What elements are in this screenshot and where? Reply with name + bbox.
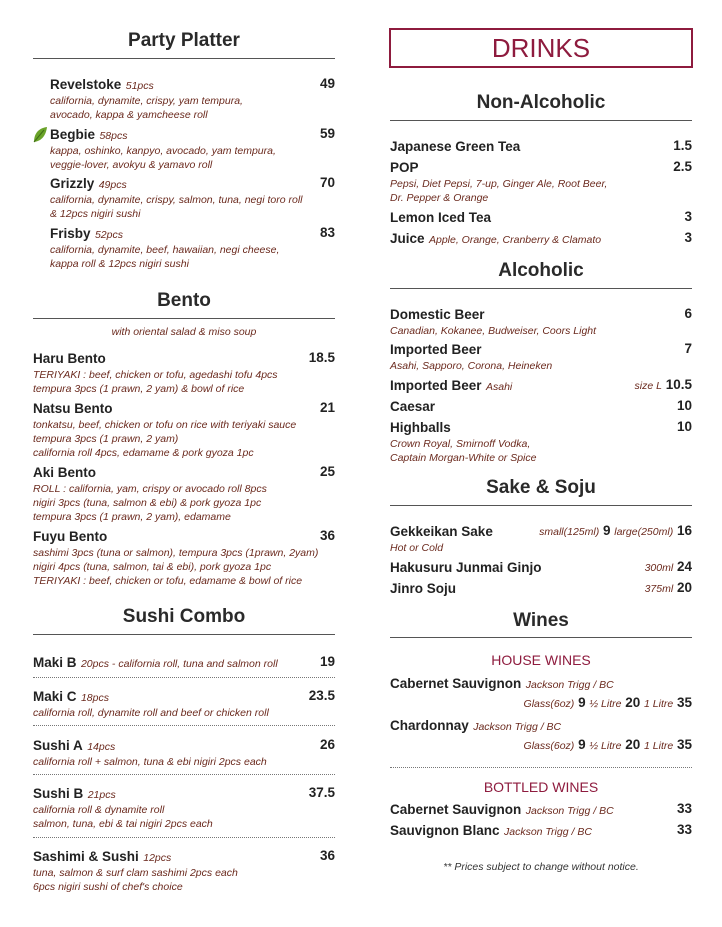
menu-item-grizzly: Grizzly 49pcs 70 california, dynamite, crispy, salmon, tuna, negi toro roll & 12pcs nigiri sushi bbox=[50, 175, 335, 220]
alcoholic-title: Alcoholic bbox=[498, 260, 584, 281]
item-price: 21 bbox=[319, 400, 335, 415]
item-desc: kappa, oshinko, kanpyo, avocado, yam tempura, veggie-lover, avokyu & yamavo roll bbox=[50, 145, 276, 171]
item-price: 19 bbox=[319, 654, 335, 669]
item-price: 10 bbox=[676, 398, 692, 413]
item-price: 6 bbox=[684, 306, 692, 321]
sake-soju-title: Sake & Soju bbox=[486, 477, 596, 498]
item-price: 59 bbox=[319, 126, 335, 141]
item-price: 3 bbox=[684, 230, 692, 245]
item-desc: california, dynamite, beef, hawaiian, negi cheese, kappa roll & 12pcs nigiri sushi bbox=[50, 244, 280, 270]
menu-item-imported-beer-asahi: Imported Beer Asahi size L 10.5 bbox=[390, 377, 692, 393]
sushi-combo-title: Sushi Combo bbox=[122, 606, 246, 627]
item-price: 1.5 bbox=[673, 138, 692, 153]
item-price: 70 bbox=[319, 175, 335, 190]
item-price: 36 bbox=[319, 528, 335, 543]
menu-item-sushi-b: Sushi B 21pcs 37.5 california roll & dynamite roll salmon, tuna, ebi & tai nigiri 2pcs each bbox=[33, 785, 335, 830]
non-alcoholic-title: Non-Alcoholic bbox=[476, 92, 606, 113]
item-desc: california roll, dynamite roll and beef or chicken roll bbox=[33, 707, 269, 719]
item-price: 7 bbox=[684, 341, 692, 356]
item-price: Glass(6oz) 9 ½ Litre 20 1 Litre 35 bbox=[523, 737, 692, 752]
menu-item-bottled-cabernet: Cabernet Sauvignon Jackson Trigg / BC 33 bbox=[390, 801, 692, 817]
item-desc: tuna, salmon & surf clam sashimi 2pcs each 6pcs nigiri sushi of chef's choice bbox=[33, 867, 238, 893]
dotted-divider bbox=[33, 725, 335, 726]
dotted-divider bbox=[33, 837, 335, 838]
menu-item-haru-bento: Haru Bento 18.5 TERIYAKI : beef, chicken or tofu, agedashi tofu 4pcs tempura 3pcs (1 prawn, 2 yam) & bowl of rice bbox=[33, 350, 335, 395]
bento-note: with oriental salad & miso soup bbox=[111, 326, 257, 338]
item-price: 33 bbox=[676, 822, 692, 837]
party-platter-title: Party Platter bbox=[128, 30, 240, 51]
divider bbox=[33, 318, 335, 319]
price-disclaimer: ** Prices subject to change without notice. bbox=[443, 861, 639, 873]
menu-item-pop: POP 2.5 Pepsi, Diet Pepsi, 7-up, Ginger Ale, Root Beer, Dr. Pepper & Orange bbox=[390, 159, 692, 204]
item-price: 18.5 bbox=[308, 350, 335, 365]
item-price: 23.5 bbox=[308, 688, 335, 703]
item-price: 25 bbox=[319, 464, 335, 479]
menu-item-revelstoke: Revelstoke 51pcs 49 california, dynamite, crispy, yam tempura, avocado, kappa & yamcheese roll bbox=[50, 76, 335, 121]
item-price: 83 bbox=[319, 225, 335, 240]
item-desc: california roll & dynamite roll salmon, tuna, ebi & tai nigiri 2pcs each bbox=[33, 804, 213, 830]
divider bbox=[390, 637, 692, 638]
item-price: 3 bbox=[684, 209, 692, 224]
item-price: Glass(6oz) 9 ½ Litre 20 1 Litre 35 bbox=[523, 695, 692, 710]
item-price: 33 bbox=[676, 801, 692, 816]
menu-item-sushi-a: Sushi A 14pcs 26 california roll + salmon, tuna & ebi nigiri 2pcs each bbox=[33, 737, 335, 768]
menu-item-frisby: Frisby 52pcs 83 california, dynamite, beef, hawaiian, negi cheese, kappa roll & 12pcs nigiri sushi bbox=[50, 225, 335, 270]
divider bbox=[33, 58, 335, 59]
item-price: 10 bbox=[676, 419, 692, 434]
menu-item-imported-beer: Imported Beer 7 Asahi, Sapporo, Corona, Heineken bbox=[390, 341, 692, 372]
menu-item-begbie: Begbie 58pcs 59 kappa, oshinko, kanpyo, avocado, yam tempura, veggie-lover, avokyu & yamavo roll bbox=[50, 126, 335, 172]
bento-title: Bento bbox=[157, 290, 211, 311]
menu-item-hakusuru: Hakusuru Junmai Ginjo 300ml 24 bbox=[390, 559, 692, 575]
wines-title: Wines bbox=[513, 610, 569, 631]
menu-item-lemon-iced-tea: Lemon Iced Tea 3 bbox=[390, 209, 692, 225]
divider bbox=[390, 288, 692, 289]
drinks-title: DRINKS bbox=[389, 28, 693, 68]
item-desc: tonkatsu, beef, chicken or tofu on rice with teriyaki sauce tempura 3pcs (1 prawn, 2 yam) california roll 4pcs, edamame & pork gyoza 1pc bbox=[33, 419, 297, 459]
item-price: 49 bbox=[319, 76, 335, 91]
dotted-divider bbox=[33, 774, 335, 775]
dotted-divider bbox=[390, 767, 692, 768]
item-desc: sashimi 3pcs (tuna or salmon), tempura 3pcs (1prawn, 2yam) nigiri 4pcs (tuna, salmon, tai & ebi), pork gyoza 1pc TERIYAKI : beef, chicken or tofu, edamame & bowl of rice bbox=[33, 547, 319, 587]
divider bbox=[33, 634, 335, 635]
house-wines-title: HOUSE WINES bbox=[491, 652, 591, 668]
item-price: 375ml 20 bbox=[644, 580, 692, 595]
item-price: 300ml 24 bbox=[644, 559, 692, 574]
item-desc: Canadian, Kokanee, Budweiser, Coors Light bbox=[390, 325, 597, 337]
bottled-wines-title: BOTTLED WINES bbox=[483, 779, 599, 795]
menu-item-maki-c: Maki C 18pcs 23.5 california roll, dynamite roll and beef or chicken roll bbox=[33, 688, 335, 719]
menu-item-natsu-bento: Natsu Bento 21 tonkatsu, beef, chicken or tofu on rice with teriyaki sauce tempura 3pcs (1 prawn, 2 yam) california roll 4pcs, edamame & pork gyoza 1pc bbox=[33, 400, 335, 459]
item-price: 37.5 bbox=[308, 785, 335, 800]
item-desc: Crown Royal, Smirnoff Vodka, Captain Morgan-White or Spice bbox=[390, 438, 537, 464]
menu-item-caesar: Caesar 10 bbox=[390, 398, 692, 414]
menu-item-maki-b: Maki B 20pcs - california roll, tuna and salmon roll 19 bbox=[33, 654, 335, 670]
leaf-icon bbox=[32, 126, 48, 144]
menu-item-sashimi-sushi: Sashimi & Sushi 12pcs 36 tuna, salmon & surf clam sashimi 2pcs each 6pcs nigiri sushi of chef's choice bbox=[33, 848, 335, 893]
item-price: 36 bbox=[319, 848, 335, 863]
item-desc: Hot or Cold bbox=[390, 542, 444, 554]
menu-item-juice: Juice Apple, Orange, Cranberry & Clamato 3 bbox=[390, 230, 692, 246]
divider bbox=[390, 505, 692, 506]
menu-item-domestic-beer: Domestic Beer 6 Canadian, Kokanee, Budweiser, Coors Light bbox=[390, 306, 692, 337]
divider bbox=[390, 120, 692, 121]
item-desc: california, dynamite, crispy, yam tempura, avocado, kappa & yamcheese roll bbox=[50, 95, 243, 121]
menu-item-jinro-soju: Jinro Soju 375ml 20 bbox=[390, 580, 692, 596]
item-desc: california, dynamite, crispy, salmon, tuna, negi toro roll & 12pcs nigiri sushi bbox=[50, 194, 303, 220]
item-desc: Pepsi, Diet Pepsi, 7-up, Ginger Ale, Root Beer, Dr. Pepper & Orange bbox=[390, 178, 608, 204]
menu-item-green-tea: Japanese Green Tea 1.5 bbox=[390, 138, 692, 154]
item-price: 2.5 bbox=[673, 159, 692, 174]
item-desc: TERIYAKI : beef, chicken or tofu, agedashi tofu 4pcs tempura 3pcs (1 prawn, 2 yam) & bowl of rice bbox=[33, 369, 278, 395]
item-desc: Asahi, Sapporo, Corona, Heineken bbox=[390, 360, 553, 372]
item-price: size L 10.5 bbox=[634, 377, 692, 392]
menu-item-aki-bento: Aki Bento 25 ROLL : california, yam, crispy or avocado roll 8pcs nigiri 3pcs (tuna, salmon & ebi) & pork gyoza 1pc tempura 3pcs (1 prawn, 2 yam), edamame bbox=[33, 464, 335, 523]
menu-item-house-chardonnay: Chardonnay Jackson Trigg / BC Glass(6oz) 9 ½ Litre 20 1 Litre 35 bbox=[390, 718, 692, 752]
menu-item-highballs: Highballs 10 Crown Royal, Smirnoff Vodka, Captain Morgan-White or Spice bbox=[390, 419, 692, 464]
menu-item-fuyu-bento: Fuyu Bento 36 sashimi 3pcs (tuna or salmon), tempura 3pcs (1prawn, 2yam) nigiri 4pcs (tuna, salmon, tai & ebi), pork gyoza 1pc TERIYAKI : beef, chicken or tofu, edamame & bowl of rice bbox=[33, 528, 335, 587]
item-desc: california roll + salmon, tuna & ebi nigiri 2pcs each bbox=[33, 756, 267, 768]
dotted-divider bbox=[33, 677, 335, 678]
item-price: 26 bbox=[319, 737, 335, 752]
item-price: small(125ml) 9 large(250ml) 16 bbox=[539, 523, 692, 538]
menu-item-bottled-sauvignon-blanc: Sauvignon Blanc Jackson Trigg / BC 33 bbox=[390, 822, 692, 838]
item-desc: ROLL : california, yam, crispy or avocado roll 8pcs nigiri 3pcs (tuna, salmon & ebi) & pork gyoza 1pc tempura 3pcs (1 prawn, 2 yam), edamame bbox=[33, 483, 267, 523]
menu-item-gekkeikan-sake: Gekkeikan Sake small(125ml) 9 large(250ml) 16 Hot or Cold bbox=[390, 523, 692, 554]
menu-item-house-cabernet: Cabernet Sauvignon Jackson Trigg / BC Glass(6oz) 9 ½ Litre 20 1 Litre 35 bbox=[390, 676, 692, 710]
